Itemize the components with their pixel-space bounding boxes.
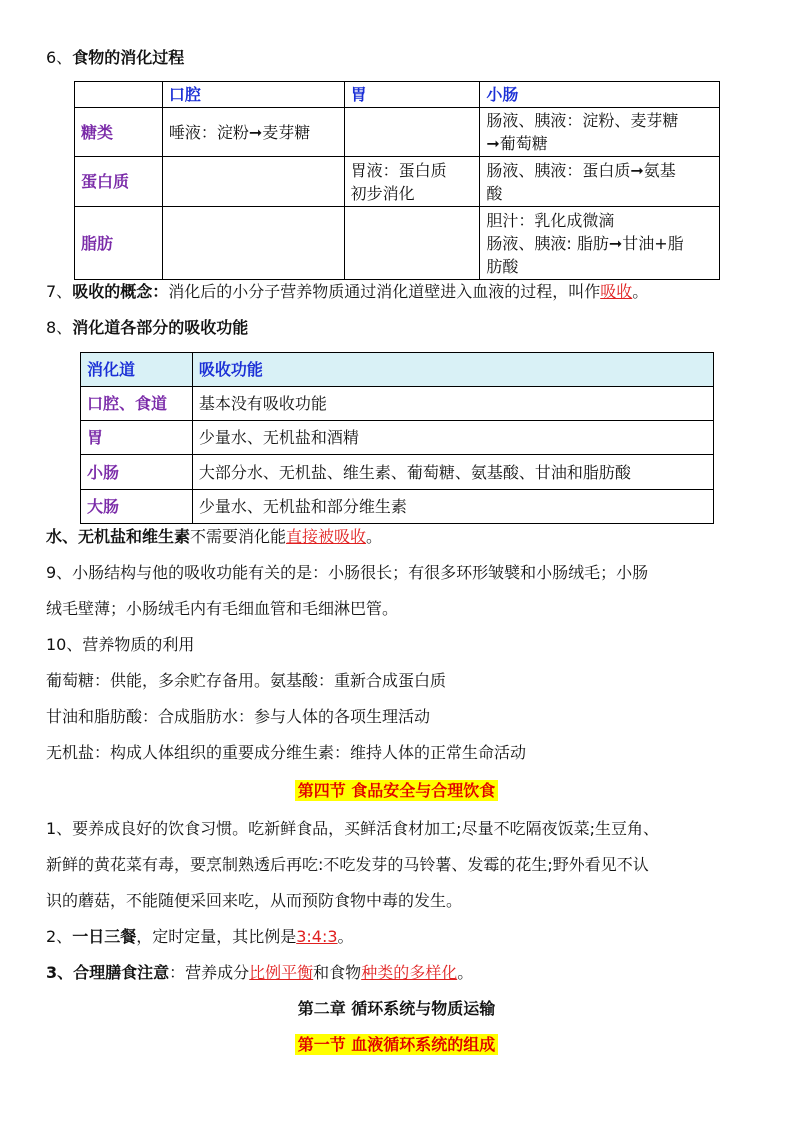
keyword-ratio: 3:4:3: [296, 927, 338, 946]
cell-line: 胆汁：乳化成微滴: [486, 210, 615, 230]
item-1-line: 1、要养成良好的饮食习惯。吃新鲜食品，买鲜活食材加工;尽量不吃隔夜饭菜;生豆角、: [46, 819, 659, 838]
punctuation: 。: [632, 282, 649, 301]
section-title: 食物的消化过程: [72, 48, 185, 67]
cell-function: 基本没有吸收功能: [192, 387, 713, 421]
table-header-row: [75, 82, 720, 108]
cell-stomach: [344, 157, 480, 207]
section-6-heading: [46, 47, 184, 69]
section-10-line: 葡萄糖：供能，多余贮存备用。氨基酸：重新合成蛋白质: [46, 671, 447, 690]
absorption-table: [80, 352, 714, 524]
punctuation: 。: [457, 963, 474, 982]
highlighted-heading: 第一节 血液循环系统的组成: [295, 1034, 499, 1055]
cell-intestine: [480, 207, 720, 280]
row-label: 糖类: [75, 108, 163, 157]
keyword-diversity: 种类的多样化: [361, 963, 458, 982]
table-row: [81, 387, 714, 421]
row-label: 脂肪: [75, 207, 163, 280]
keyword-direct-absorption: 直接被吸收: [286, 527, 367, 546]
cell-stomach: [344, 108, 480, 157]
punctuation: 。: [366, 527, 383, 546]
section-9-line: 绒毛壁薄；小肠绒毛内有毛细血管和毛细淋巴管。: [46, 599, 399, 618]
highlighted-heading: 第四节 食品安全与合理饮食: [295, 780, 499, 801]
note-text: 不需要消化能: [190, 527, 287, 546]
section-text: 消化后的小分子营养物质通过消化道壁进入血液的过程，叫作: [168, 282, 601, 301]
cell-stomach: [344, 207, 480, 280]
punctuation: 。: [337, 927, 354, 946]
section-8-heading: [46, 317, 248, 339]
table-row: [81, 421, 714, 455]
cell-line: 肠液、胰液：淀粉、麦芽糖: [486, 111, 679, 130]
row-label: 小肠: [81, 455, 193, 490]
cell-line: ➞葡萄糖: [486, 134, 548, 153]
item-3: [46, 962, 473, 984]
item-1-line: 新鲜的黄花菜有毒，要烹制熟透后再吃:不吃发芽的马铃薯、发霉的花生;野外看见不认: [46, 855, 649, 874]
table-row: [75, 108, 720, 157]
cell-intestine: [480, 108, 720, 157]
cell-function: 少量水、无机盐和酒精: [192, 421, 713, 455]
item-text: ，定时定量，其比例是: [136, 927, 297, 946]
cell-line: 初步消化: [350, 183, 415, 203]
section-number: 7、: [46, 282, 73, 301]
item-1-line: 识的蘑菇，不能随便采回来吃，从而预防食物中毒的发生。: [46, 891, 463, 910]
section-heading-blood-circulation: [0, 1034, 793, 1056]
chapter-heading: 第二章 循环系统与物质运输: [297, 999, 496, 1018]
row-label: 大肠: [81, 490, 193, 524]
digestion-table: [74, 81, 720, 280]
keyword-absorption: 吸收: [600, 282, 633, 301]
item-bold: 3、合理膳食注意: [46, 963, 170, 982]
cell-line: 肠液、胰液: 脂肪➞甘油+脂: [486, 233, 684, 253]
header-stomach: 胃: [344, 82, 480, 108]
section-9-line: 9、小肠结构与他的吸收功能有关的是：小肠很长；有很多环形皱襞和小肠绒毛；小肠: [46, 563, 649, 582]
header-mouth: 口腔: [162, 82, 344, 108]
section-number: 6、: [46, 48, 73, 67]
item-number: 2、: [46, 927, 73, 946]
cell-line: 肠液、胰液：蛋白质➞氨基: [486, 160, 676, 180]
cell-mouth: [162, 157, 344, 207]
section-title: 吸收的概念：: [72, 282, 169, 301]
header-small-intestine: 小肠: [480, 82, 720, 108]
header-empty: [75, 82, 163, 108]
cell-mouth: 唾液：淀粉➞麦芽糖: [162, 108, 344, 157]
section-title: 消化道各部分的吸收功能: [72, 318, 249, 337]
cell-mouth: [162, 207, 344, 280]
cell-line: 酸: [486, 183, 503, 203]
table-header-row: [81, 353, 714, 387]
cell-function: 大部分水、无机盐、维生素、葡萄糖、氨基酸、甘油和脂肪酸: [192, 455, 713, 490]
cell-line: 肪酸: [486, 256, 519, 276]
cell-intestine: [480, 157, 720, 207]
header-tract: 消化道: [81, 353, 193, 387]
item-bold: 一日三餐: [72, 927, 137, 946]
item-2: [46, 926, 354, 948]
section-heading-food-safety: [0, 780, 793, 802]
item-text: ：营养成分: [169, 963, 250, 982]
keyword-balance: 比例平衡: [249, 963, 314, 982]
cell-function: 少量水、无机盐和部分维生素: [192, 490, 713, 524]
table-row: [81, 490, 714, 524]
cell-line: 胃液：蛋白质: [350, 160, 447, 180]
section-10-title: 10、营养物质的利用: [46, 635, 195, 654]
row-label: 口腔、食道: [81, 387, 193, 421]
table-row: [75, 207, 720, 280]
row-label: 蛋白质: [75, 157, 163, 207]
note-direct-absorption: [46, 526, 382, 548]
section-10-line: 甘油和脂肪酸：合成脂肪水：参与人体的各项生理活动: [46, 707, 431, 726]
item-text: 和食物: [313, 963, 362, 982]
section-7: [46, 281, 648, 303]
table-row: [81, 455, 714, 490]
section-number: 8、: [46, 318, 73, 337]
section-10-line: 无机盐：构成人体组织的重要成分维生素：维持人体的正常生命活动: [46, 743, 527, 762]
header-function: 吸收功能: [192, 353, 713, 387]
table-row: [75, 157, 720, 207]
note-bold: 水、无机盐和维生素: [46, 527, 191, 546]
row-label: 胃: [81, 421, 193, 455]
